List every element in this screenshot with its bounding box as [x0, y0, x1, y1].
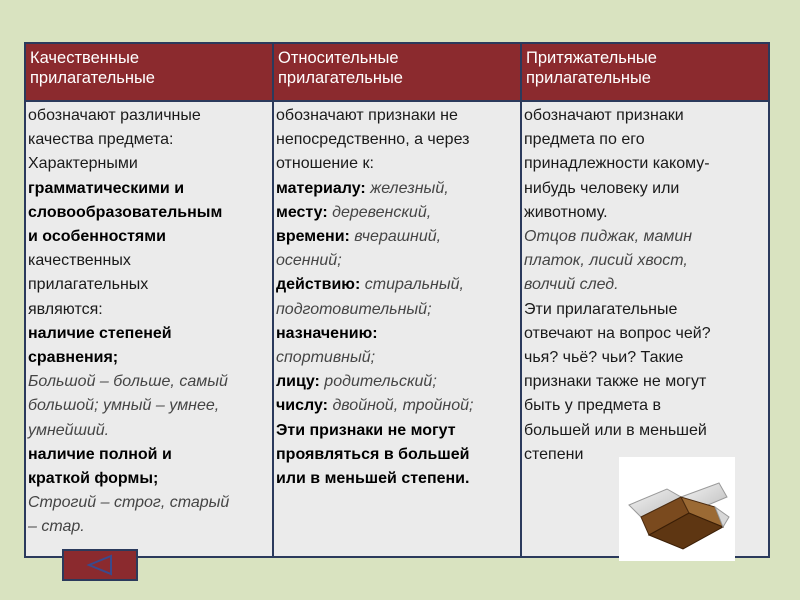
text-line	[524, 177, 766, 201]
text-line	[276, 104, 518, 128]
text-segment: грамматическими и	[28, 179, 185, 197]
text-segment: Эти прилагательные	[524, 300, 678, 318]
text-segment: стиральный,	[360, 276, 464, 294]
text-segment: железный,	[365, 179, 449, 197]
triangle-left-icon	[86, 554, 114, 576]
text-segment: вчерашний,	[349, 228, 442, 246]
text-line	[276, 443, 518, 467]
text-segment: непосредственно, а через	[276, 131, 470, 149]
table-header-row	[26, 44, 768, 102]
text-line	[276, 273, 518, 297]
text-segment: обозначают различные	[28, 107, 201, 124]
text-line	[276, 128, 518, 152]
text-line	[28, 467, 270, 491]
text-segment: и особенностями	[28, 228, 166, 246]
text-line	[276, 394, 518, 418]
text-line	[524, 394, 766, 418]
text-segment: наличие степеней	[28, 324, 172, 342]
text-line	[524, 128, 766, 152]
text-line	[276, 177, 518, 201]
text-line	[524, 273, 766, 297]
text-segment: словообразовательным	[28, 203, 223, 221]
text-segment: являются:	[28, 300, 103, 318]
text-segment: степени	[524, 445, 584, 463]
text-segment: назначению:	[276, 324, 378, 342]
text-segment: быть у предмета в	[524, 397, 662, 415]
text-segment: прилагательных	[28, 276, 149, 294]
header-possessive: Притяжательные прилагательные	[526, 49, 657, 87]
text-segment: действию:	[276, 276, 361, 294]
text-line	[276, 467, 518, 491]
text-segment: Отцов пиджак, мамин	[524, 228, 693, 246]
text-line	[276, 370, 518, 394]
text-line	[276, 322, 518, 346]
text-segment: времени:	[276, 228, 350, 246]
text-line	[276, 298, 518, 322]
text-segment: умнейший.	[28, 421, 110, 439]
text-segment: нибудь человеку или	[524, 179, 680, 197]
text-segment: материалу:	[276, 179, 366, 197]
text-line	[524, 322, 766, 346]
text-segment: платок, лисий хвост,	[524, 252, 688, 270]
text-line	[28, 177, 270, 201]
text-segment: проявляться в большей	[276, 445, 470, 463]
text-line	[28, 249, 270, 273]
text-segment: предмета по его	[524, 131, 645, 149]
text-line	[28, 491, 270, 515]
text-segment: – стар.	[28, 518, 85, 536]
text-line	[524, 346, 766, 370]
text-segment: отвечают на вопрос чей?	[524, 324, 711, 342]
text-segment: Строгий – строг, старый	[28, 494, 230, 512]
text-line	[28, 225, 270, 249]
text-segment: Характерными	[28, 155, 138, 173]
text-segment: волчий след.	[524, 276, 619, 294]
text-segment: или в меньшей степени.	[276, 470, 470, 488]
text-segment: качественных	[28, 252, 131, 270]
back-button[interactable]	[62, 549, 138, 581]
text-line	[276, 152, 518, 176]
text-line	[524, 152, 766, 176]
text-line	[28, 298, 270, 322]
text-segment: родительский;	[319, 373, 437, 391]
column-divider	[272, 44, 274, 556]
text-segment: месту:	[276, 203, 328, 221]
text-segment: двойной, тройной;	[328, 397, 474, 415]
text-segment: обозначают признаки не	[276, 107, 458, 124]
text-line	[276, 419, 518, 443]
text-line	[524, 419, 766, 443]
text-line	[524, 249, 766, 273]
text-line	[28, 128, 270, 152]
text-line	[28, 370, 270, 394]
text-segment: принадлежности какому-	[524, 155, 710, 173]
text-line	[28, 201, 270, 225]
text-segment: сравнения;	[28, 349, 119, 367]
text-segment: числу:	[276, 397, 328, 415]
text-line	[276, 346, 518, 370]
column-divider	[520, 44, 522, 556]
text-line	[524, 104, 766, 128]
text-line	[276, 249, 518, 273]
text-segment: деревенский,	[327, 203, 432, 221]
text-segment: наличие полной и	[28, 445, 172, 463]
text-segment: подготовительный;	[276, 300, 432, 318]
text-line	[28, 443, 270, 467]
text-line	[28, 346, 270, 370]
cell-qualitative	[26, 102, 272, 556]
text-line	[524, 225, 766, 249]
text-line	[524, 201, 766, 225]
text-line	[28, 322, 270, 346]
header-qualitative: Качественные прилагательные	[30, 49, 155, 87]
text-segment: качества предмета:	[28, 131, 174, 149]
text-segment: лицу:	[276, 373, 320, 391]
text-segment: большой; умный – умнее,	[28, 397, 220, 415]
text-line	[28, 419, 270, 443]
text-line	[524, 298, 766, 322]
text-line	[276, 201, 518, 225]
cell-relative	[274, 102, 520, 556]
text-segment: отношение к:	[276, 155, 374, 173]
text-segment: спортивный;	[276, 349, 376, 367]
text-segment: животному.	[524, 203, 608, 221]
text-segment: чья? чьё? чьи? Такие	[524, 349, 684, 367]
text-line	[28, 394, 270, 418]
text-line	[28, 515, 270, 539]
text-line	[28, 104, 270, 128]
text-line	[28, 152, 270, 176]
text-line	[28, 273, 270, 297]
text-segment: Эти признаки не могут	[276, 421, 456, 439]
text-segment: краткой формы;	[28, 470, 159, 488]
header-relative: Относительные прилагательные	[278, 49, 403, 87]
text-segment: обозначают признаки	[524, 107, 684, 124]
text-line	[276, 225, 518, 249]
text-segment: большей или в меньшей	[524, 421, 707, 439]
text-segment: признаки также не могут	[524, 373, 707, 391]
open-book-icon	[619, 457, 735, 561]
text-line	[524, 370, 766, 394]
text-segment: Большой – больше, самый	[28, 373, 228, 391]
text-segment: осенний;	[276, 252, 342, 270]
